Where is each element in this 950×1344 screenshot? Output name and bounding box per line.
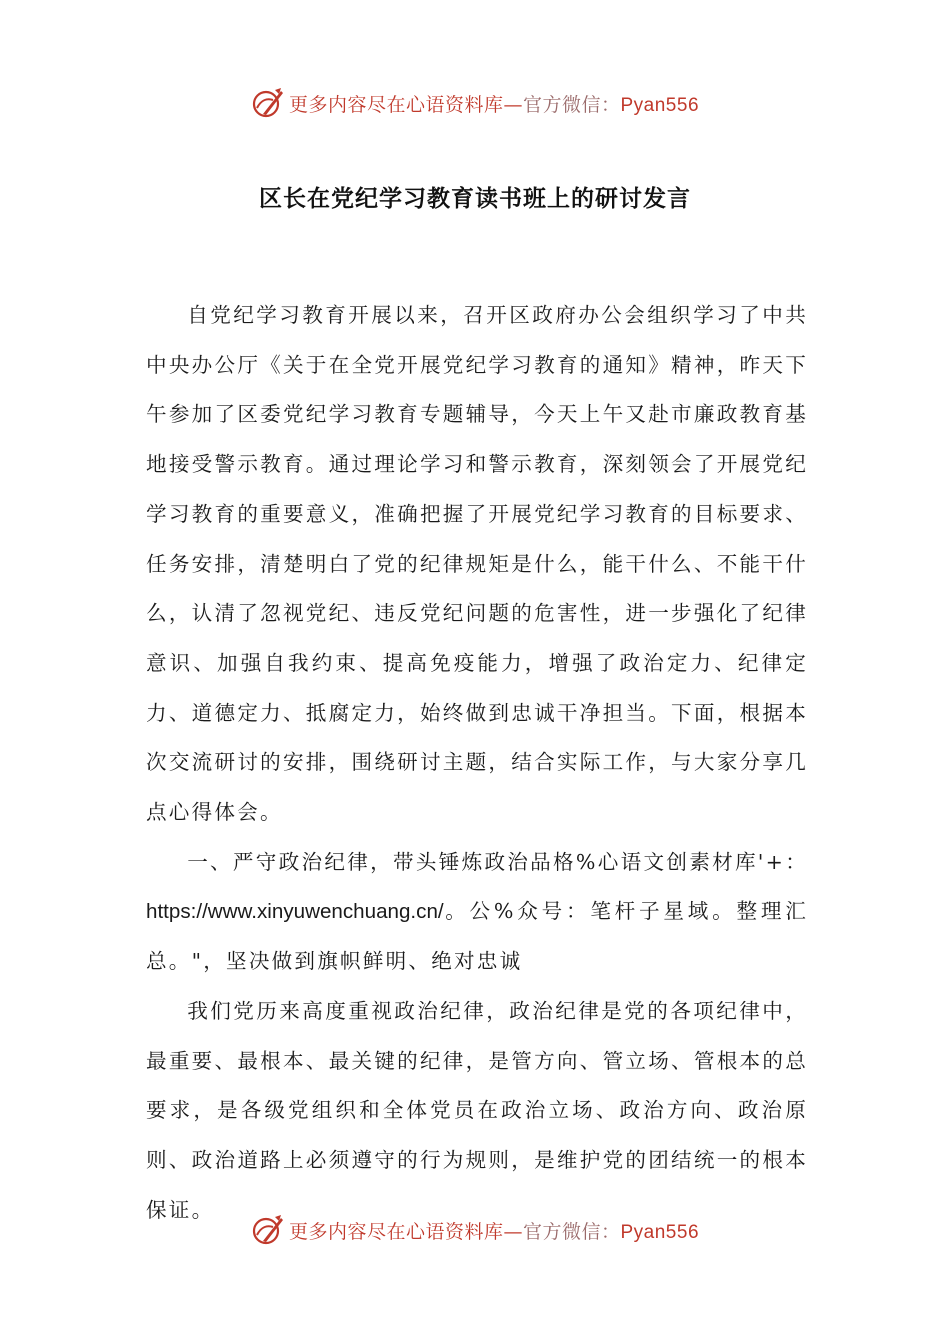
document-body	[146, 291, 808, 1235]
quill-pen-seal-icon	[251, 86, 285, 120]
body-paragraph: 我们党历来高度重视政治纪律，政治纪律是党的各项纪律中，最重要、最根本、最关键的纪律，是管方向、管立场、管根本的总要求，是各级党组织和全体党员在政治立场、政治方向、政治原则、政治道路上必须遵守的行为规则，是维护党的团结统一的根本保证。	[146, 998, 808, 1222]
watermark-text: 更多内容尽在心语资料库—官方微信：Pyan556	[288, 1220, 700, 1243]
watermark-text: 更多内容尽在心语资料库—官方微信：Pyan556	[288, 93, 700, 116]
source-url-text: https://www.xinyuwenchuang.cn/	[146, 900, 444, 924]
body-paragraph: 自党纪学习教育开展以来，召开区政府办公会组织学习了中共中央办公厅《关于在全党开展党纪学习教育的通知》精神，昨天下午参加了区委党纪学习教育专题辅导，今天上午又赴市廉政教育基地接受警示教育。通过理论学习和警示教育，深刻领会了开展党纪学习教育的重要意义，准确把握了开展党纪学习教育的目标要求、任务安排，清楚明白了党的纪律规矩是什么，能干什么、不能干什么，认清了忽视党纪、违反党纪问题的危害性，进一步强化了纪律意识、加强自我约束、提高免疫能力，增强了政治定力、纪律定力、道德定力、抵腐定力，始终做到忠诚干净担当。下面，根据本次交流研讨的安排，围绕研讨主题，结合实际工作，与大家分享几点心得体会。	[146, 303, 808, 825]
footer-watermark-banner	[0, 1210, 950, 1250]
quill-pen-seal-icon	[251, 1213, 285, 1247]
header-watermark-banner	[0, 83, 950, 123]
section-heading-one: 一、严守政治纪律，带头锤炼政治品格%心语文创素材库'+：https://www.xinyuwenchuang.cn/。公%众号：笔杆子星域。整理汇总。"，坚决做到旗帜鲜明、绝对忠诚	[146, 849, 808, 974]
document-title: 区长在党纪学习教育读书班上的研讨发言	[259, 186, 691, 212]
